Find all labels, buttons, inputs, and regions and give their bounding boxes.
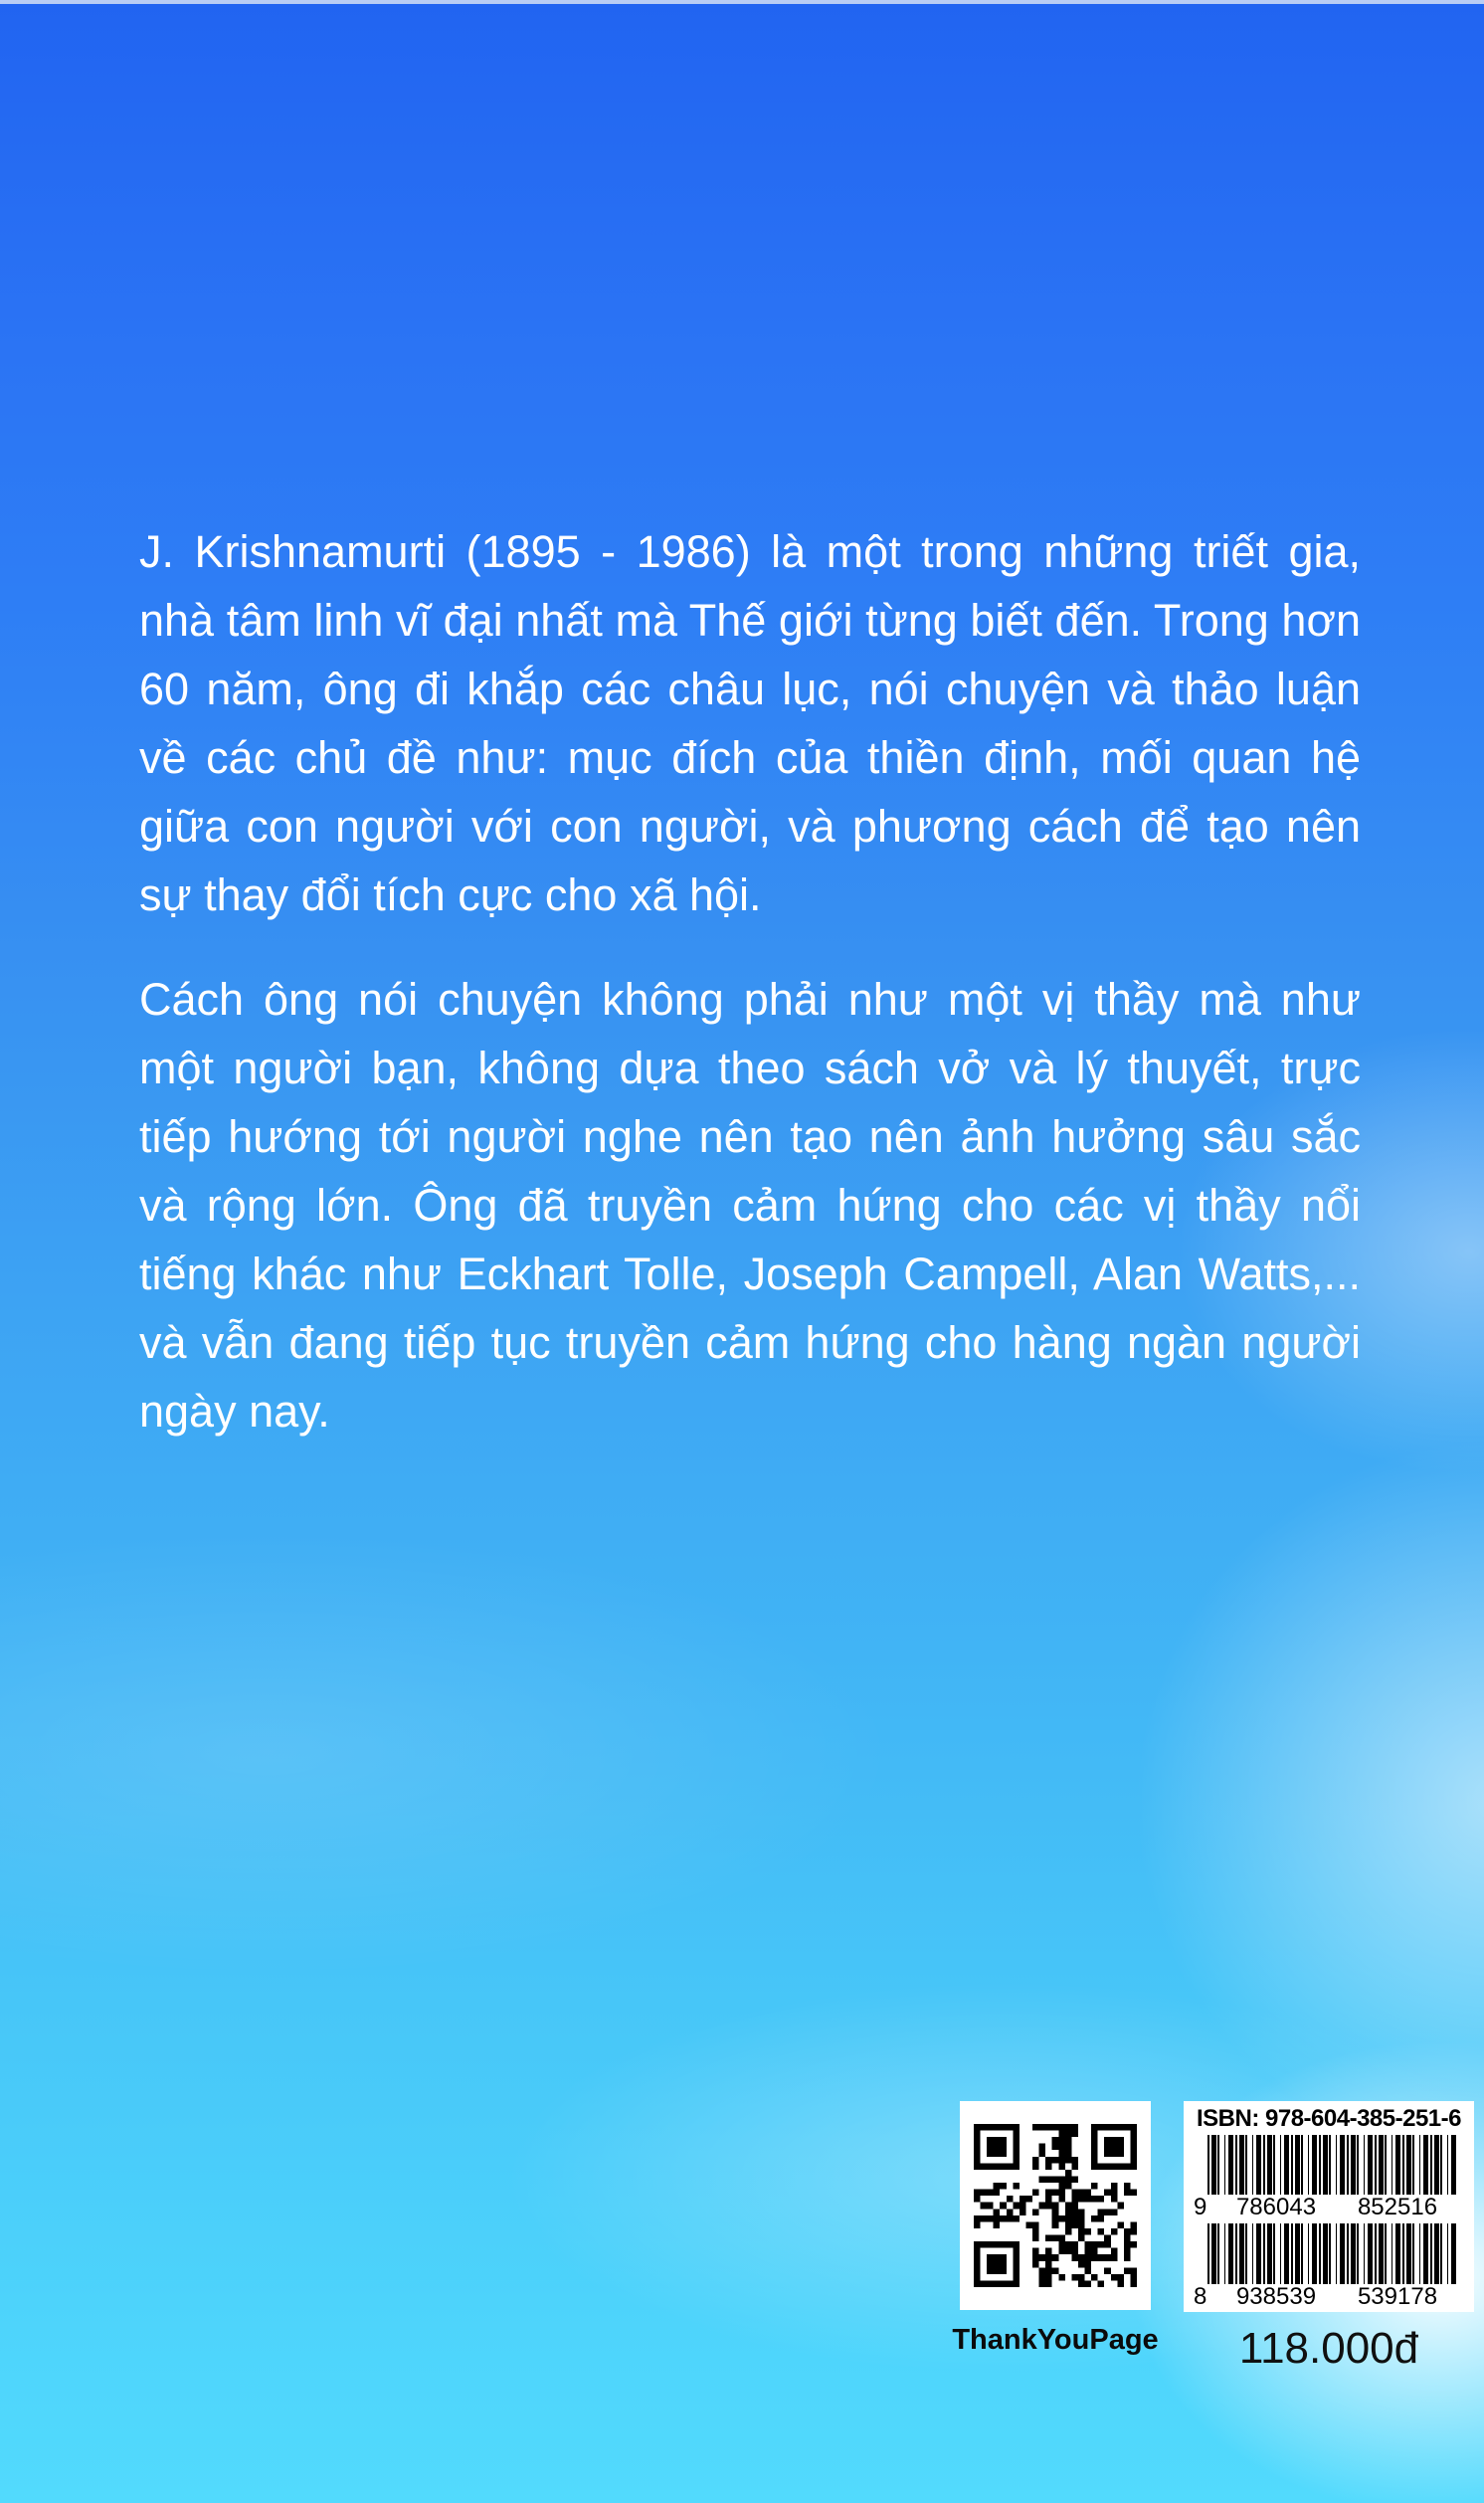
barcode-bottom-digits [1194, 2284, 1464, 2310]
page-top-edge [0, 0, 1484, 4]
bio-paragraph-2: Cách ông nói chuyện không phải như một vị thầy mà như một người bạn, không dựa theo sách vở và lý thuyết, trực tiếp hướng tới người nghe nên tạo nên ảnh hưởng sâu sắc và rộng lớn. Ông đã truyền cảm hứng cho các vị thầy nổi tiếng khác như Eckhart Tolle, Joseph Campell, Alan Watts,... và vẫn đang tiếp tục truyền cảm hứng cho hàng ngàn người ngày nay. [139, 974, 1361, 1437]
qr-code-icon [974, 2124, 1137, 2287]
barcode-top-group1: 786043 [1235, 2193, 1317, 2220]
isbn-label: ISBN: 978-604-385-251-6 [1197, 2105, 1461, 2132]
price-label: 118.000đ [1238, 2324, 1419, 2373]
barcode-top-lead-digit: 9 [1194, 2193, 1207, 2220]
barcode-top-icon [1207, 2135, 1458, 2195]
qr-caption: ThankYouPage [952, 2324, 1159, 2356]
author-bio [139, 517, 1361, 1445]
isbn-barcode-panel [1184, 2101, 1474, 2312]
qr-code-panel [960, 2101, 1151, 2310]
bio-paragraph-1: J. Krishnamurti (1895 - 1986) là một trong những triết gia, nhà tâm linh vĩ đại nhất mà Thế giới từng biết đến. Trong hơn 60 năm, ông đi khắp các châu lục, nói chuyện và thảo luận về các chủ đề như: mục đích của thiền định, mối quan hệ giữa con người với con người, và phương cách để tạo nên sự thay đổi tích cực cho xã hội. [139, 526, 1361, 920]
barcode-bottom-lead-digit: 8 [1194, 2283, 1207, 2310]
barcode-bottom-group2: 539178 [1357, 2283, 1438, 2310]
barcode-bottom-icon [1207, 2223, 1458, 2284]
barcode-top-group2: 852516 [1357, 2193, 1438, 2220]
barcode-bottom-group1: 938539 [1235, 2283, 1317, 2310]
barcode-top-digits [1194, 2195, 1464, 2220]
